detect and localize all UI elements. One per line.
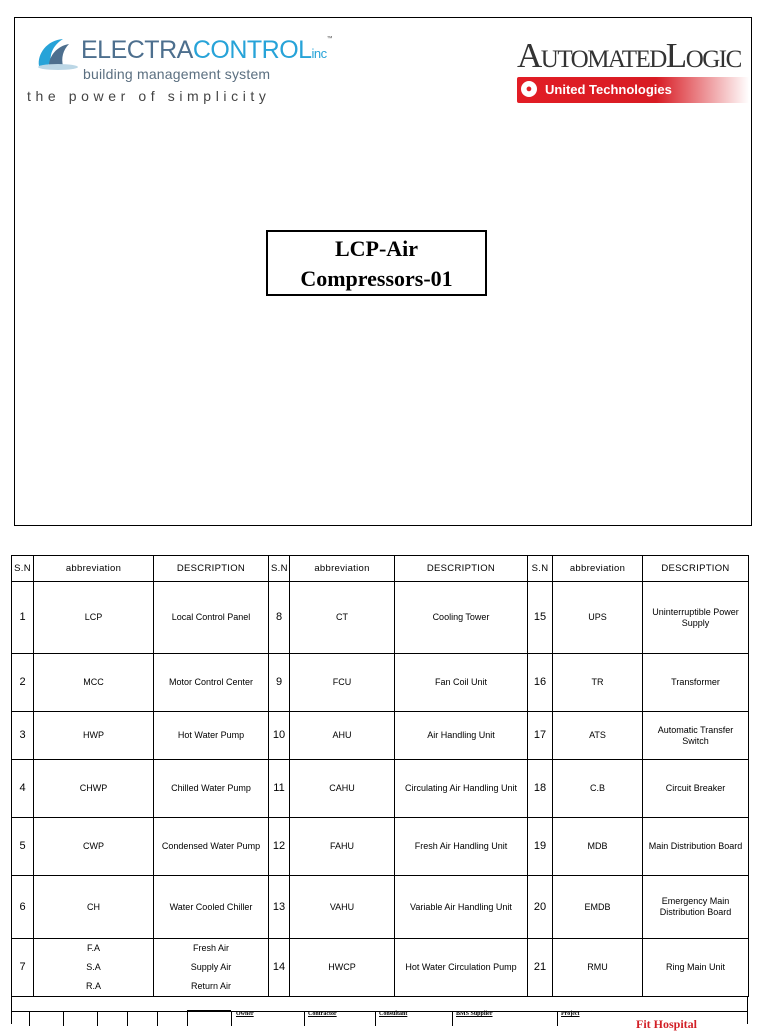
abbreviation-line: S.A [86,962,101,972]
cell-sn: 11 [269,760,290,818]
cell-description: Chilled Water Pump [154,760,269,818]
cell-abbreviation: MDB [553,818,643,876]
cell-description: Circulating Air Handling Unit [395,760,528,818]
cell-description: Automatic Transfer Switch [643,712,749,760]
description-line: Return Air [190,981,232,991]
description-line: Fresh Air [192,943,229,953]
electracontrol-wordmark [81,36,332,65]
cell-abbreviation: TR [553,654,643,712]
cell-abbreviation: LCP [34,582,154,654]
cell-description: Hot Water Circulation Pump [395,939,528,997]
electracontrol-subtitle: building management system [83,66,271,82]
electracontrol-logo [25,26,333,116]
owner-label: Owner [236,1011,254,1017]
cell-sn: 13 [269,876,290,939]
cell-abbreviation: MCC [34,654,154,712]
cell-sn: 14 [269,939,290,997]
cell-sn: 4 [12,760,34,818]
cell-abbreviation [34,939,154,997]
panel-title [266,230,487,296]
cell-sn: 20 [528,876,553,939]
table-header-row [12,556,749,582]
abbreviation-line: F.A [86,943,100,953]
cell-description: Condensed Water Pump [154,818,269,876]
united-technologies-banner [517,77,749,103]
table-row [12,818,749,876]
cell-sn: 2 [12,654,34,712]
cell-sn: 15 [528,582,553,654]
cell-sn: 17 [528,712,553,760]
electracontrol-tagline: the power of simplicity [27,88,271,104]
project-label: Project [561,1011,580,1017]
united-technologies-label: United Technologies [545,82,672,97]
automatedlogic-wordmark: AutomatedLogic [517,36,741,75]
cell-sn: 7 [12,939,34,997]
bms-supplier-label: BMS Supplier [456,1011,493,1017]
cell-abbreviation: HWCP [290,939,395,997]
cell-abbreviation: HWP [34,712,154,760]
electracontrol-suffix: inc [311,46,327,61]
electracontrol-wordmark-part1: ELECTRA [81,36,193,64]
automatedlogic-logo [517,37,749,103]
table-row [12,712,749,760]
cell-description: Motor Control Center [154,654,269,712]
cell-abbreviation: FAHU [290,818,395,876]
panel-title-line1: LCP-Air [334,236,419,261]
cell-sn: 16 [528,654,553,712]
header-abbreviation: abbreviation [290,556,395,582]
cell-description: Fan Coil Unit [395,654,528,712]
cell-abbreviation: CH [34,876,154,939]
cell-description: Ring Main Unit [643,939,749,997]
header-abbreviation: abbreviation [553,556,643,582]
electracontrol-swoosh-icon [35,36,81,72]
cell-description: Air Handling Unit [395,712,528,760]
cell-description: Variable Air Handling Unit [395,876,528,939]
table-row [12,939,749,997]
cell-description: Main Distribution Board [643,818,749,876]
description-line: Supply Air [190,962,232,972]
cell-description: Cooling Tower [395,582,528,654]
cell-abbreviation: FCU [290,654,395,712]
cell-sn: 18 [528,760,553,818]
header-sn: S.N [528,556,553,582]
cell-sn: 6 [12,876,34,939]
cell-sn: 8 [269,582,290,654]
cell-sn: 19 [528,818,553,876]
header-abbreviation: abbreviation [34,556,154,582]
cell-description: Water Cooled Chiller [154,876,269,939]
cell-sn: 12 [269,818,290,876]
cell-abbreviation: CHWP [34,760,154,818]
cell-description: Hot Water Pump [154,712,269,760]
cell-abbreviation: RMU [553,939,643,997]
table-row [12,760,749,818]
title-block [11,996,748,1031]
table-row [12,582,749,654]
header-description: DESCRIPTION [395,556,528,582]
cell-description [154,939,269,997]
cell-abbreviation: UPS [553,582,643,654]
cell-description: Local Control Panel [154,582,269,654]
consultant-label: Consultant [379,1011,408,1017]
cell-sn: 21 [528,939,553,997]
cell-abbreviation: CAHU [290,760,395,818]
cell-abbreviation: VAHU [290,876,395,939]
cell-sn: 1 [12,582,34,654]
cover-sheet [14,17,752,526]
trademark: ™ [326,36,333,42]
cell-abbreviation: CT [290,582,395,654]
cell-description: Circuit Breaker [643,760,749,818]
header-sn: S.N [269,556,290,582]
cell-abbreviation: CWP [34,818,154,876]
cell-abbreviation: AHU [290,712,395,760]
cell-description: Transformer [643,654,749,712]
table-row [12,876,749,939]
abbreviation-table [11,555,749,997]
cell-description: Emergency Main Distribution Board [643,876,749,939]
table-row [12,654,749,712]
abbreviation-line: R.A [85,981,101,991]
cell-sn: 9 [269,654,290,712]
cell-sn: 3 [12,712,34,760]
header-description: DESCRIPTION [154,556,269,582]
cell-sn: 10 [269,712,290,760]
contractor-label: Contractor [308,1011,337,1017]
cell-abbreviation: C.B [553,760,643,818]
cell-sn: 5 [12,818,34,876]
panel-title-line2: Compressors-01 [300,266,453,291]
cell-description: Uninterruptible Power Supply [643,582,749,654]
cell-description: Fresh Air Handling Unit [395,818,528,876]
header-sn: S.N [12,556,34,582]
utc-circle-icon: ● [521,81,537,97]
cell-abbreviation: ATS [553,712,643,760]
header-description: DESCRIPTION [643,556,749,582]
project-name: Fit Hospital [636,1017,698,1031]
electracontrol-wordmark-part2: CONTROL [192,36,312,64]
cell-abbreviation: EMDB [553,876,643,939]
